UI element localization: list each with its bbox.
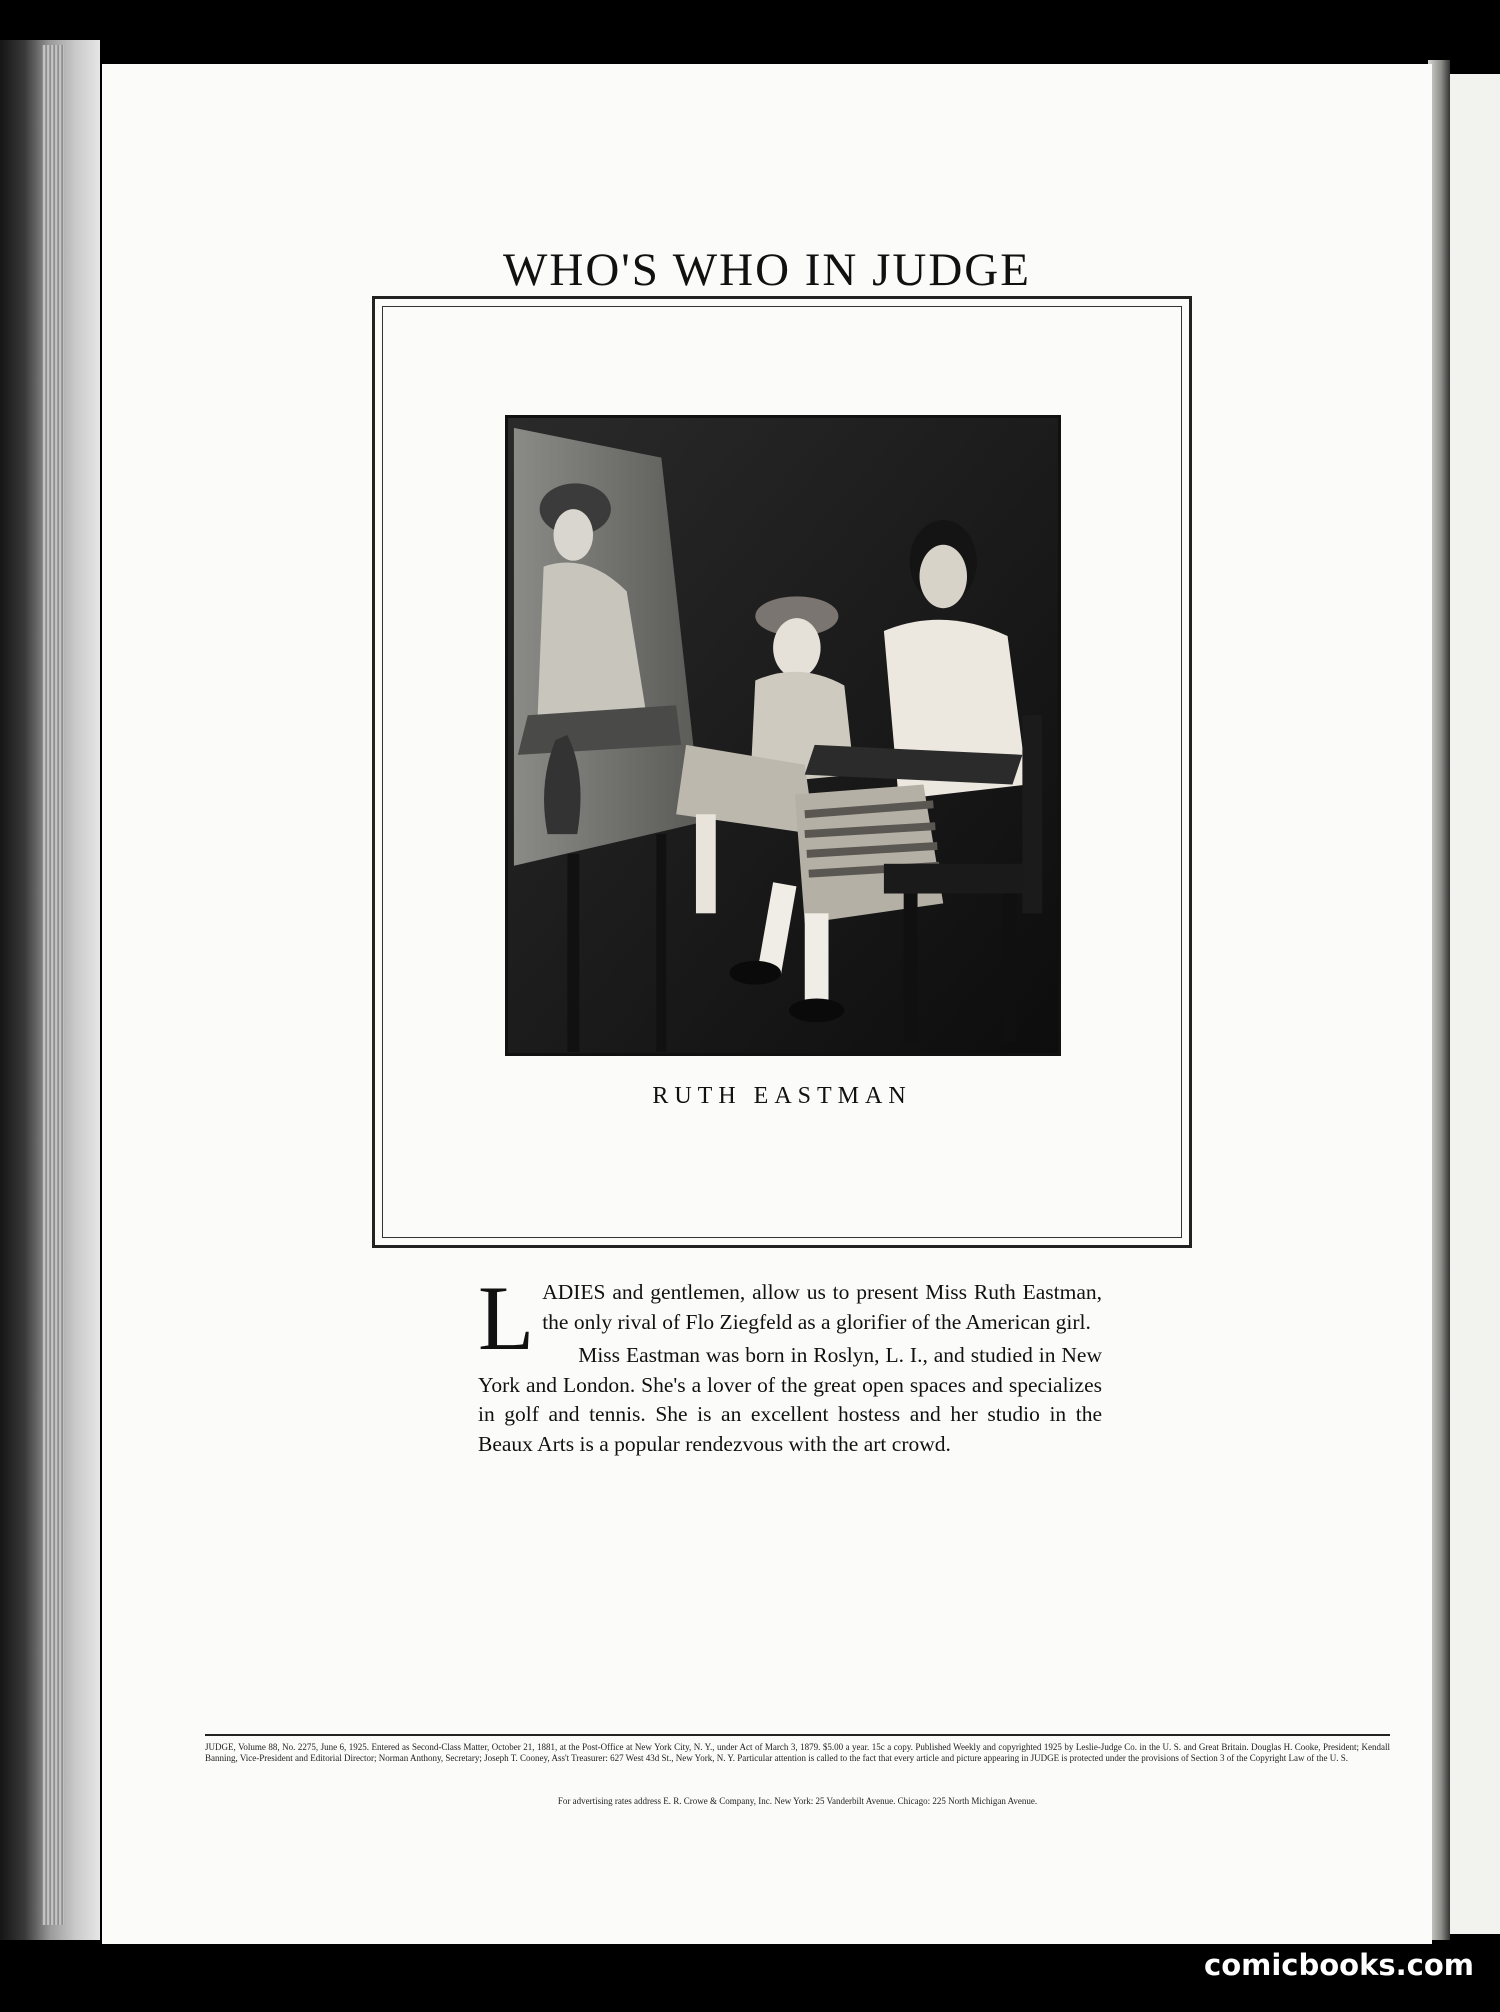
photo-caption: RUTH EASTMAN: [652, 1083, 912, 1109]
paragraph-1-text: ADIES and gentlemen, allow us to present Miss Ruth Eastman, the only rival of Flo Ziegfeld as a glorifier of the American girl.: [542, 1280, 1102, 1334]
site-watermark: comicbooks.com: [1204, 1948, 1474, 1982]
portrait-photo-illustration: [508, 418, 1058, 1053]
article-body: [478, 1267, 1102, 1459]
portrait-photo: [505, 415, 1061, 1056]
next-page-sliver: [1444, 74, 1500, 1934]
article-paragraph-2: Miss Eastman was born in Roslyn, L. I., and studied in New York and London. She's a lover of the great open spaces and specializes in golf and tennis. She is an excellent hostess and her studio in the Beaux Arts is a popular rendezvous with the art crowd.: [478, 1343, 1102, 1456]
advertising-fine-print: For advertising rates address E. R. Crowe & Company, Inc. New York: 25 Vanderbilt Avenue. Chicago: 225 North Michigan Avenue.: [557, 1796, 1038, 1806]
page-stack-edge: [42, 45, 64, 1925]
footer-rule: [205, 1734, 1390, 1736]
drop-cap: L: [478, 1267, 535, 1369]
page-title: WHO'S WHO IN JUDGE: [503, 244, 1031, 297]
article-paragraph-1: [478, 1267, 1102, 1369]
masthead-fine-print: JUDGE, Volume 88, No. 2275, June 6, 1925. Entered as Second-Class Matter, October 21, 1881, at the Post-Office at New York City, N. Y., under Act of March 3, 1879. $5.00 a year. 15c a copy. Published Weekly and copyrighted 1925 by Leslie-Judge Co. in the U. S. and Great Britain. Douglas H. Cooke, President; Kendall Banning, Vice-President and Editorial Director; Norman Anthony, Secretary; Joseph T. Cooney, Ass't Treasurer: 627 West 43d St., New York, N. Y. Particular attention is called to the fact that every article and picture appearing in JUDGE is protected under the provisions of Section 3 of the Copyright Law of the U. S.: [205, 1742, 1390, 1763]
